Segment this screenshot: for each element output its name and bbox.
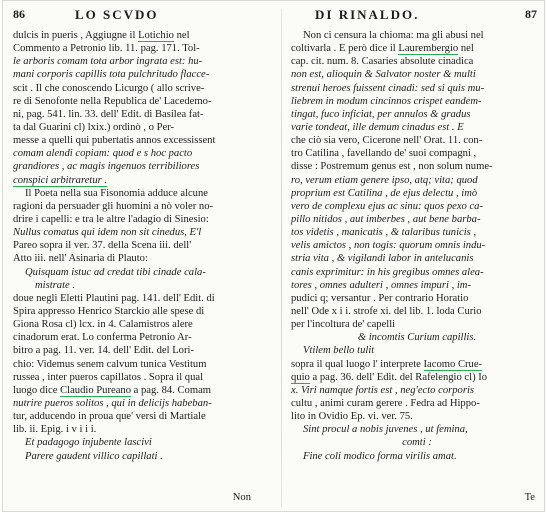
line-text: chio: Videmus senem calvum tunica Vestitum <box>13 358 207 370</box>
text-line <box>291 410 543 423</box>
text-line <box>291 226 543 239</box>
text-line <box>13 55 275 68</box>
text-line <box>13 226 275 239</box>
text-line <box>291 160 543 173</box>
line-text: bitro a pag. 11. ver. 14. dell' Edit. del Lori- <box>13 345 194 357</box>
line-text: Vtilem bello tulit <box>303 345 375 357</box>
text-line <box>13 68 275 81</box>
line-text: tingat, fuco inficiat, per annulos & gradus <box>291 108 471 120</box>
line-text: lito in Ovidio Ep. vi. ver. 75. <box>291 411 413 423</box>
running-title: LO SCVDO <box>75 7 159 22</box>
line-text: tur, adducendo in proua que' versi di Martiale <box>13 411 206 423</box>
text-line <box>13 82 275 95</box>
line-text: mistrate . <box>35 279 76 291</box>
text-line <box>13 423 275 436</box>
line-text: tos videtis , manicatis , & talaribus tunicis , <box>291 227 477 239</box>
line-text: cap. cit. num. 8. Casaries absolute cinadica <box>291 56 474 68</box>
line-text: non est, alioquin & Salvator noster & multi <box>291 69 476 81</box>
text-line <box>13 200 275 213</box>
line-text: ro, verum etiam genere ipso, atq; vita; quod <box>291 174 478 186</box>
text-line <box>13 160 275 173</box>
line-text: mani corporis capillis tota pulchritudo flacce- <box>13 69 210 81</box>
line-text: comti : <box>402 437 432 449</box>
line-text: Quisquam istuc ad credat tibi cinade cala- <box>25 266 206 278</box>
line-text: dulcis in pueris , Aggiugne il <box>13 30 139 41</box>
line-text: disse : Postremum genus est , non solum nume- <box>291 161 493 173</box>
text-line <box>291 344 543 357</box>
line-text-after: nel <box>173 30 190 41</box>
line-text: coltivarla . E però dice il <box>291 43 399 55</box>
line-text: ni, pag. 541. lin. 33. dell' Edit. di Basilea fat- <box>13 108 204 120</box>
line-text: russea , inter pueros capillatos . Sopra il qual <box>13 371 204 383</box>
text-line <box>291 29 543 42</box>
line-text: messe a quelli qui pubertatis annos excessissent <box>13 135 216 147</box>
line-text: varie tondeat, ille demum cinadus est . E <box>291 121 464 133</box>
text-line <box>291 200 543 213</box>
text-line <box>291 187 543 200</box>
text-line <box>291 147 543 160</box>
line-text: Parere gaudent villico capillati . <box>25 450 163 462</box>
text-line <box>291 397 543 410</box>
line-text: canis exprimitur: in his gregibus omnes alea- <box>291 266 484 278</box>
text-line <box>13 121 275 134</box>
text-line <box>13 134 275 147</box>
text-line <box>13 305 275 318</box>
text-line <box>291 213 543 226</box>
text-line <box>13 397 275 410</box>
right-page-header <box>291 7 543 27</box>
highlighted-name: Laurembergio <box>398 43 459 55</box>
text-line <box>13 410 275 423</box>
right-page <box>291 7 543 507</box>
line-text: drire i capelli: e tra le altre l'adagio di Sinesio: <box>13 213 209 225</box>
line-text: vero de complexu ejus ac sinu: quos pexo ca- <box>291 200 483 212</box>
line-text: tro Catilina , favellando de' suoi compagni , <box>291 148 477 160</box>
line-text: ragioni da persuader gli huomini a nò voler no- <box>13 200 214 212</box>
text-line <box>291 252 543 265</box>
book-spread <box>2 0 545 512</box>
text-line <box>13 95 275 108</box>
text-line <box>13 371 275 384</box>
text-line <box>291 95 543 108</box>
line-text: pillo nitidos , aut imberbes , aut bene barba- <box>291 213 481 225</box>
line-text: Giona Rosa cl) lcx. in 4. Calamistros alere <box>13 319 193 331</box>
text-line <box>13 384 275 397</box>
text-line <box>291 450 543 463</box>
line-text: Spira appresso Henrico Starckio alle spese di <box>13 305 205 317</box>
line-text: Sint procul a nobis juvenes , ut femina, <box>303 424 468 436</box>
line-text: che ciò sia vero, Cicerone nell' Orat. 11. con- <box>291 135 483 147</box>
left-page <box>13 7 275 507</box>
line-text: Pareo sopra il ver. 37. della Scena iii. dell' <box>13 240 192 252</box>
text-line <box>13 29 275 42</box>
line-text-after: a pag. 84. Comam <box>131 384 212 396</box>
text-line <box>291 305 543 318</box>
catchword: Te <box>524 492 535 503</box>
line-text: cinadorum erat. Lo conferma Petronio Ar- <box>13 332 192 344</box>
highlighted-name: Iacomo Crue- <box>423 358 483 370</box>
line-text: Et padagogo injubente lascivi <box>25 437 152 449</box>
line-text: proprium est Catilina , de ejus delectu , imò <box>291 187 478 199</box>
text-line <box>13 436 275 449</box>
line-text: Il Poeta nella sua Fisonomia adduce alcune <box>25 187 208 199</box>
text-line <box>291 134 543 147</box>
highlighted-name: Claudio Pureano <box>60 384 131 396</box>
text-line <box>13 331 275 344</box>
line-text: Commento a Petronio lib. 11. pag. 171. Tol- <box>13 43 200 55</box>
line-text: & incomtis Curium capillis. <box>357 332 477 344</box>
line-text: sopra il qual luogo l' interprete <box>291 358 424 370</box>
line-text: cultu , animi curam gerere . Fedra ad Hippo- <box>291 397 480 409</box>
catchword: Non <box>232 492 251 503</box>
line-text: tores , omnes adulteri , omnes impuri , im- <box>291 279 471 291</box>
line-text: grandiores , ac magis ingenuos terribiliores <box>13 161 200 173</box>
highlighted-name: quio <box>291 371 310 383</box>
text-line <box>13 239 275 252</box>
text-line <box>13 450 275 463</box>
text-line <box>13 147 275 160</box>
line-text: ta dal Guarini cl) lxix.) ordinò , o Per- <box>13 121 175 133</box>
text-line <box>291 384 543 397</box>
text-line <box>13 318 275 331</box>
text-line <box>291 42 543 55</box>
text-line <box>13 252 275 265</box>
text-line <box>13 108 275 121</box>
page-number: 86 <box>13 7 25 21</box>
line-text: conspici arbitraretur . <box>13 174 108 186</box>
line-text: Fine coli modico forma virilis amat. <box>303 450 457 462</box>
line-text: re di Senofonte nella Republica de' Lacedemo- <box>13 95 212 107</box>
line-text: lib. ii. Epig. i v i i i. <box>13 424 97 436</box>
line-text: Atto iii. nell' Asinaria di Plauto: <box>13 253 148 265</box>
text-line <box>291 174 543 187</box>
text-line <box>291 436 543 449</box>
text-line <box>13 266 275 279</box>
text-line <box>13 292 275 305</box>
text-line <box>291 82 543 95</box>
line-text: strenui heroes fuissent cinadi: sed si quis mu- <box>291 82 485 94</box>
line-text: pudici q; versantur . Per contrario Horatio <box>291 292 469 304</box>
text-line <box>291 331 543 344</box>
text-line <box>291 279 543 292</box>
text-line <box>13 213 275 226</box>
line-text: velis amictos , non togis: quorum omnis indu- <box>291 240 486 252</box>
text-line <box>291 358 543 371</box>
text-line <box>291 68 543 81</box>
line-text: Non ci censura la chioma: ma gli abusi nel <box>303 30 484 41</box>
line-text: x. Viri namque fortis est , neg'ecto corporis <box>291 384 475 396</box>
line-text: luogo dice <box>13 384 61 396</box>
text-line <box>13 358 275 371</box>
text-line <box>13 187 275 200</box>
left-page-header <box>13 7 275 27</box>
line-text: doue negli Eletti Plautini pag. 141. dell' Edit. di <box>13 292 215 304</box>
line-text: per l'incoltura de' capelli <box>291 319 396 331</box>
text-line <box>291 239 543 252</box>
text-line <box>291 423 543 436</box>
text-line <box>291 108 543 121</box>
line-text: scit . Il che conoscendo Licurgo ( allo scrive- <box>13 82 205 94</box>
line-text: nell' Ode x i i. strofe xi. del lib. 1. loda Curio <box>291 305 482 317</box>
line-text-after: a pag. 36. dell' Edit. del Rafelengio cl) Io <box>309 371 488 383</box>
text-line <box>291 55 543 68</box>
text-line <box>13 279 275 292</box>
text-line <box>291 318 543 331</box>
line-text: nutrire pueros solitos , qui in delicijs habeban- <box>13 397 212 409</box>
right-page-text <box>291 29 543 463</box>
text-line <box>13 174 275 187</box>
left-page-text <box>13 29 275 463</box>
line-text: le arboris comam tota arbor ingrata est: hu- <box>13 56 203 68</box>
running-title: DI RINALDO. <box>315 7 420 22</box>
text-line <box>291 371 543 384</box>
text-line <box>291 266 543 279</box>
highlighted-name: Lotichio <box>138 30 174 41</box>
page-gutter <box>281 9 282 507</box>
line-text: Nullus comatus qui idem non sit cinedus, E'l <box>13 227 202 239</box>
page-number: 87 <box>525 7 537 21</box>
line-text: stria vita , & vigilandi labor in antelucanis <box>291 253 474 265</box>
line-text: liebrem in modum cincinnos crispet eandem- <box>291 95 482 107</box>
text-line <box>13 344 275 357</box>
line-text: comam alendi copiam: quod e s hoc pacto <box>13 148 193 160</box>
text-line <box>13 42 275 55</box>
text-line <box>291 292 543 305</box>
text-line <box>291 121 543 134</box>
line-text-after: nel <box>458 43 474 55</box>
